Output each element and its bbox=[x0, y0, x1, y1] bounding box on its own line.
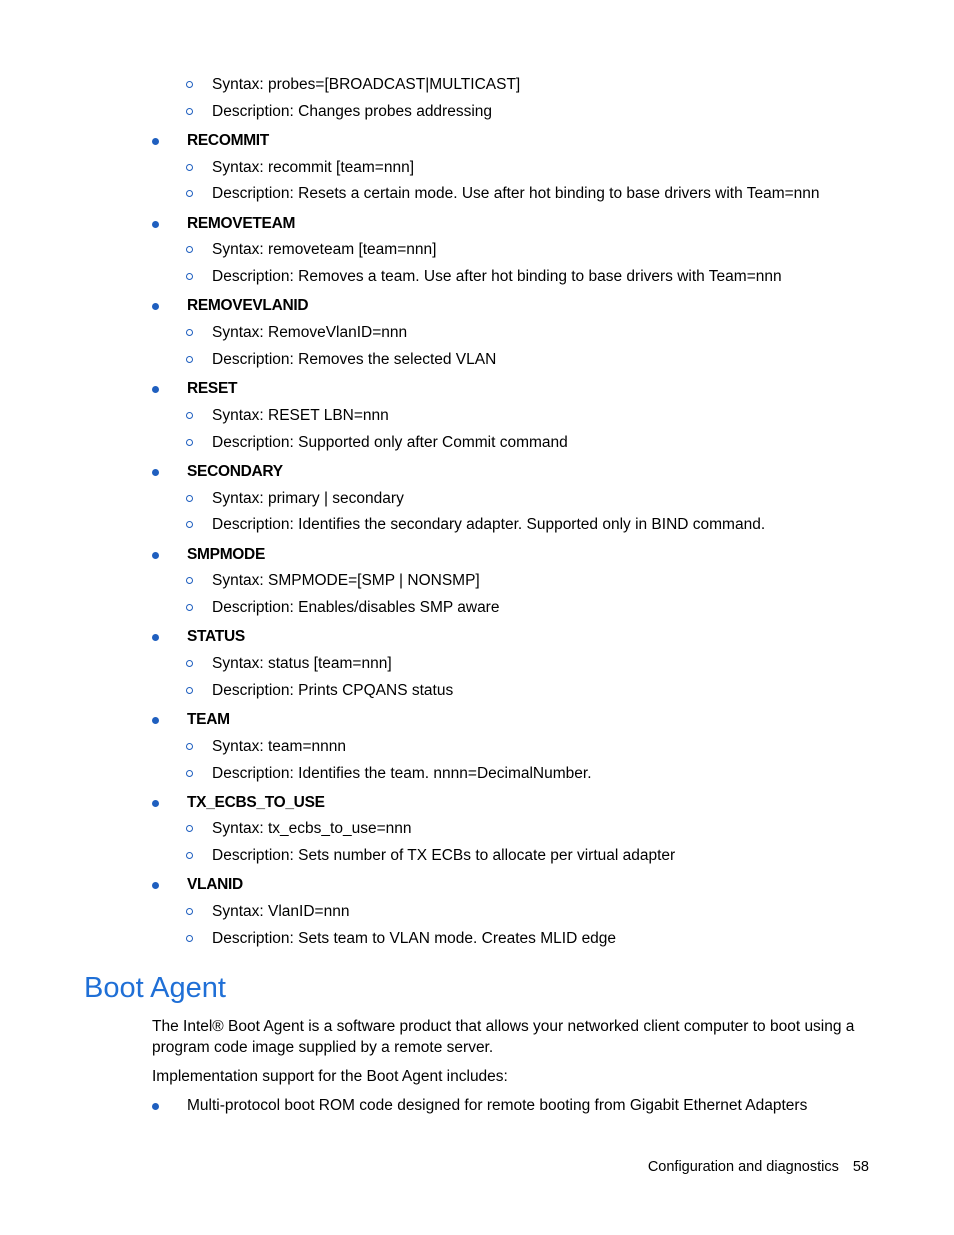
circle-bullet-icon bbox=[186, 329, 193, 336]
sub-item-text: Syntax: primary | secondary bbox=[212, 490, 404, 507]
circle-bullet-icon bbox=[186, 577, 193, 584]
sub-item-text: Description: Sets team to VLAN mode. Creates MLID edge bbox=[212, 930, 617, 947]
sub-item-text: Description: Changes probes addressing bbox=[212, 103, 493, 120]
sub-item-text: Description: Resets a certain mode. Use after hot binding to base drivers with Team=nnn bbox=[212, 185, 820, 202]
command-name: TX_ECBS_TO_USE bbox=[187, 794, 325, 811]
circle-bullet-icon bbox=[186, 412, 193, 419]
circle-bullet-icon bbox=[186, 356, 193, 363]
circle-bullet-icon bbox=[186, 852, 193, 859]
sub-item-text: Syntax: removeteam [team=nnn] bbox=[212, 241, 437, 258]
command-name: SECONDARY bbox=[187, 463, 283, 480]
bullet-text: Multi-protocol boot ROM code designed for remote booting from Gigabit Ethernet Adapters bbox=[187, 1097, 808, 1114]
sub-item-text: Syntax: RESET LBN=nnn bbox=[212, 407, 389, 424]
dot-bullet-icon bbox=[152, 386, 159, 393]
sub-item-text: Description: Enables/disables SMP aware bbox=[212, 599, 500, 616]
sub-item-text: Syntax: tx_ecbs_to_use=nnn bbox=[212, 820, 412, 837]
circle-bullet-icon bbox=[186, 439, 193, 446]
sub-item-text: Description: Removes the selected VLAN bbox=[212, 351, 497, 368]
sub-item-text: Syntax: VlanID=nnn bbox=[212, 903, 350, 920]
circle-bullet-icon bbox=[186, 81, 193, 88]
command-name: STATUS bbox=[187, 628, 245, 645]
command-name: REMOVETEAM bbox=[187, 215, 296, 232]
circle-bullet-icon bbox=[186, 935, 193, 942]
footer-section-title: Configuration and diagnostics bbox=[647, 1159, 839, 1175]
dot-bullet-icon bbox=[152, 138, 159, 145]
circle-bullet-icon bbox=[186, 108, 193, 115]
sub-item-text: Syntax: status [team=nnn] bbox=[212, 655, 392, 672]
sub-item-text: Description: Sets number of TX ECBs to allocate per virtual adapter bbox=[212, 847, 676, 864]
circle-bullet-icon bbox=[186, 521, 193, 528]
circle-bullet-icon bbox=[186, 190, 193, 197]
circle-bullet-icon bbox=[186, 246, 193, 253]
dot-bullet-icon bbox=[152, 221, 159, 228]
dot-bullet-icon bbox=[152, 634, 159, 641]
circle-bullet-icon bbox=[186, 743, 193, 750]
circle-bullet-icon bbox=[186, 908, 193, 915]
sub-item-text: Syntax: probes=[BROADCAST|MULTICAST] bbox=[212, 76, 521, 93]
sub-item-text: Syntax: RemoveVlanID=nnn bbox=[212, 324, 408, 341]
command-name: VLANID bbox=[187, 876, 243, 893]
circle-bullet-icon bbox=[186, 273, 193, 280]
dot-bullet-icon bbox=[152, 552, 159, 559]
dot-bullet-icon bbox=[152, 882, 159, 889]
dot-bullet-icon bbox=[152, 469, 159, 476]
circle-bullet-icon bbox=[186, 660, 193, 667]
section-heading: Boot Agent bbox=[84, 972, 226, 1004]
dot-bullet-icon bbox=[152, 800, 159, 807]
command-name: RECOMMIT bbox=[187, 132, 269, 149]
sub-item-text: Description: Removes a team. Use after hot binding to base drivers with Team=nnn bbox=[212, 268, 782, 285]
page-footer bbox=[648, 1157, 869, 1177]
circle-bullet-icon bbox=[186, 825, 193, 832]
sub-item-text: Syntax: recommit [team=nnn] bbox=[212, 159, 415, 176]
sub-item-text: Syntax: team=nnnn bbox=[212, 738, 346, 755]
circle-bullet-icon bbox=[186, 770, 193, 777]
circle-bullet-icon bbox=[186, 164, 193, 171]
sub-item-text: Description: Identifies the team. nnnn=DecimalNumber. bbox=[212, 765, 592, 782]
sub-item-text: Description: Identifies the secondary adapter. Supported only in BIND command. bbox=[212, 516, 766, 533]
sub-item-text: Description: Prints CPQANS status bbox=[212, 682, 454, 699]
dot-bullet-icon bbox=[152, 1103, 159, 1110]
sub-item-text: Syntax: SMPMODE=[SMP | NONSMP] bbox=[212, 572, 480, 589]
dot-bullet-icon bbox=[152, 303, 159, 310]
paragraph-intro: The Intel® Boot Agent is a software product that allows your networked client computer to boot using a program code image supplied by a remote server. bbox=[152, 1018, 855, 1056]
command-name: RESET bbox=[187, 380, 238, 397]
command-name: REMOVEVLANID bbox=[187, 297, 309, 314]
sub-item-text: Description: Supported only after Commit command bbox=[212, 434, 568, 451]
circle-bullet-icon bbox=[186, 687, 193, 694]
page-number: 58 bbox=[852, 1159, 869, 1175]
circle-bullet-icon bbox=[186, 604, 193, 611]
command-name: TEAM bbox=[187, 711, 230, 728]
circle-bullet-icon bbox=[186, 495, 193, 502]
paragraph-support: Implementation support for the Boot Agent includes: bbox=[152, 1068, 508, 1085]
dot-bullet-icon bbox=[152, 717, 159, 724]
command-name: SMPMODE bbox=[187, 546, 265, 563]
